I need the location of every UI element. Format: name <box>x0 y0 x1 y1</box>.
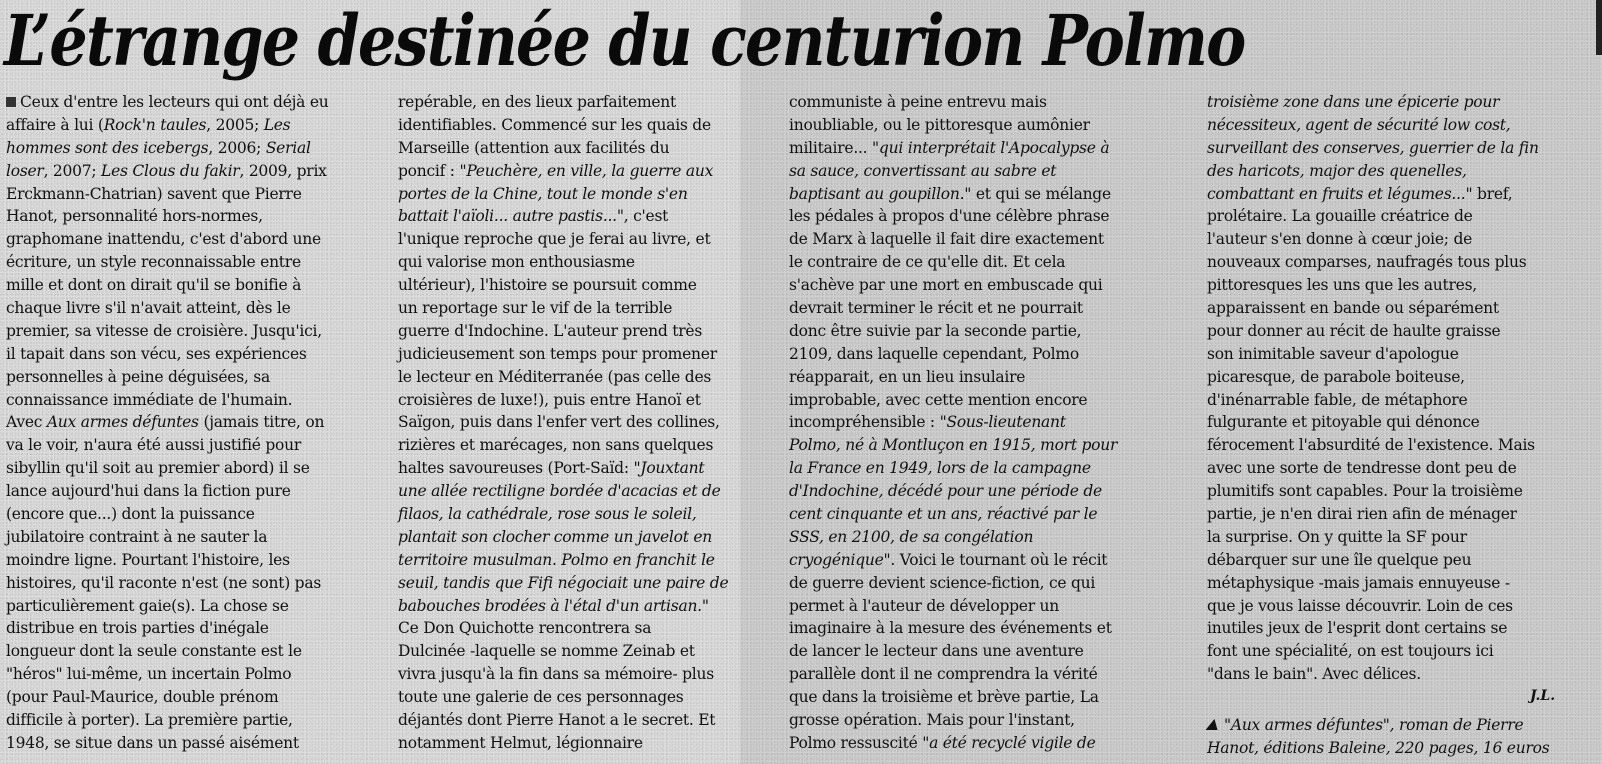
italic-text: Les <box>263 115 291 134</box>
text-line <box>398 251 728 274</box>
book-note-line-1: "Aux armes défuntes", roman de Pierre <box>1224 716 1524 734</box>
text-line <box>398 114 728 137</box>
text-run: sibyllin qu'il soit au premier abord) il se <box>6 459 310 478</box>
text-run: mille et dont on dirait qu'il se bonifie à <box>6 276 302 295</box>
text-line <box>398 617 728 640</box>
italic-text: cent cinquante et un ans, réactivé par le <box>789 505 1098 524</box>
italic-text: d'Indochine, décédé pour une période de <box>789 482 1102 501</box>
text-line <box>789 343 1117 366</box>
text-run: apparaissent en bande ou séparément <box>1207 299 1499 318</box>
text-run: que je vous laisse découvrir. Loin de ces <box>1207 596 1513 615</box>
text-line <box>789 595 1117 618</box>
text-line <box>6 709 329 732</box>
italic-text: qui interprétait l'Apocalypse à <box>878 138 1110 157</box>
text-line <box>1207 183 1539 206</box>
italic-text: des haricots, major des quenelles, <box>1207 161 1467 180</box>
text-run: Dulcinée -laquelle se nomme Zeinab et <box>398 642 695 661</box>
text-line <box>789 526 1117 549</box>
text-line <box>1207 595 1539 618</box>
text-run: Marseille (attention aux facilités du <box>398 138 670 157</box>
text-line <box>6 389 329 412</box>
text-line <box>6 320 329 343</box>
text-run: plumitifs sont capables. Pour la troisième <box>1207 482 1523 501</box>
text-run: les pédales à propos d'une célèbre phrase <box>789 207 1110 226</box>
text-line <box>398 480 728 503</box>
text-line <box>398 91 728 114</box>
italic-text: portes de la Chine, tout le monde s'en <box>398 184 688 203</box>
article-headline: L’étrange destinée du centurion Polmo <box>4 0 1245 82</box>
text-line <box>398 640 728 663</box>
text-line <box>1207 160 1539 183</box>
text-line <box>398 228 728 251</box>
text-line <box>789 205 1117 228</box>
italic-text: Sous-lieutenant <box>946 413 1066 432</box>
text-run: (pour Paul-Maurice, double prénom <box>6 688 279 707</box>
text-run: nouveaux comparses, naufragés tous plus <box>1207 253 1527 272</box>
text-line <box>398 366 728 389</box>
article-column-4 <box>1207 91 1539 686</box>
text-run: difficile à porter). La première partie, <box>6 711 293 730</box>
text-line <box>6 640 329 663</box>
text-run: débarquer sur une île quelque peu <box>1207 550 1472 569</box>
text-line <box>789 160 1117 183</box>
text-run: prolétaire. La gouaille créatrice de <box>1207 207 1473 226</box>
italic-text: sa sauce, convertissant au sabre et <box>789 161 1057 180</box>
text-line <box>6 114 329 137</box>
italic-text: territoire musulman. Polmo en franchit le <box>398 550 715 569</box>
text-run: toute une galerie de ces personnages <box>398 688 684 707</box>
text-line <box>398 297 728 320</box>
article-column-2 <box>398 91 728 755</box>
text-run: l'unique reproche que je ferai au livre, et <box>398 230 711 249</box>
italic-text: la France en 1949, lors de la campagne <box>789 459 1091 478</box>
author-signature: J.L. <box>1530 688 1556 704</box>
text-line <box>6 297 329 320</box>
text-run: " et qui se mélange <box>964 184 1111 203</box>
text-run: permet à l'auteur de développer un <box>789 596 1060 615</box>
text-run: "héros" lui-même, un incertain Polmo <box>6 665 292 684</box>
text-line <box>1207 663 1539 686</box>
text-run: picaresque, de parabole boiteuse, <box>1207 367 1465 386</box>
text-run: s'achève par une mort en embuscade qui <box>789 276 1103 295</box>
text-line <box>6 91 329 114</box>
text-line <box>398 274 728 297</box>
article-column-1 <box>6 91 329 755</box>
text-run: partie, je n'en dirai rien afin de ménager <box>1207 505 1517 524</box>
text-run: , 2007; <box>43 161 102 180</box>
text-run: ". Voici le tournant où le récit <box>883 550 1108 569</box>
text-line <box>789 686 1117 709</box>
italic-text: Les Clous du fakir <box>101 161 240 180</box>
text-line <box>1207 480 1539 503</box>
text-line <box>1207 457 1539 480</box>
triangle-bullet-icon <box>1206 719 1221 730</box>
text-line <box>1207 91 1539 114</box>
text-line <box>1207 503 1539 526</box>
text-line <box>398 503 728 526</box>
italic-text: combattant en fruits et légumes... <box>1207 184 1466 203</box>
text-line <box>789 617 1117 640</box>
text-line <box>6 686 329 709</box>
text-line <box>1207 434 1539 457</box>
text-line <box>6 457 329 480</box>
text-line <box>6 526 329 549</box>
page-edge-mark <box>1596 0 1602 55</box>
text-run: croisières de luxe!), puis entre Hanoï et <box>398 390 701 409</box>
text-run: 2109, dans laquelle cependant, Polmo <box>789 344 1079 363</box>
text-run: haltes savoureuses (Port-Saïd: " <box>398 459 641 478</box>
article-column-3 <box>789 91 1117 755</box>
italic-text: Jouxtant <box>640 459 705 478</box>
text-run: Hanot, personnalité hors-normes, <box>6 207 263 226</box>
text-line <box>398 526 728 549</box>
italic-text: baptisant au goupillon. <box>789 184 965 203</box>
text-run: judicieusement son temps pour promener <box>398 344 717 363</box>
italic-text: SSS, en 2100, de sa congélation <box>789 527 1034 546</box>
text-run: incompréhensible : " <box>789 413 947 432</box>
text-line <box>6 732 329 755</box>
text-line <box>1207 114 1539 137</box>
text-line <box>6 411 329 434</box>
italic-text: troisième zone dans une épicerie pour <box>1207 93 1500 111</box>
text-line <box>398 686 728 709</box>
text-run: affaire à lui ( <box>6 115 104 134</box>
text-line <box>398 709 728 732</box>
italic-text: plantait son clocher comme un javelot en <box>398 527 713 546</box>
text-line <box>789 274 1117 297</box>
text-run: l'auteur s'en donne à cœur joie; de <box>1207 230 1473 249</box>
text-run: son inimitable saveur d'apologue <box>1207 344 1459 363</box>
text-line <box>398 434 728 457</box>
text-line <box>789 183 1117 206</box>
text-line <box>398 457 728 480</box>
text-run: personnelles à peine déguisées, sa <box>6 367 270 386</box>
text-line <box>1207 137 1539 160</box>
text-run: pittoresques les uns que les autres, <box>1207 276 1477 295</box>
italic-text: a été recyclé vigile de <box>929 733 1096 752</box>
italic-text: babouches brodées à l'étal d'un artisan. <box>398 596 702 615</box>
italic-text: seuil, tandis que Fifi négociait une paire de <box>398 573 729 592</box>
text-line <box>6 366 329 389</box>
text-line <box>6 205 329 228</box>
text-line <box>1207 274 1539 297</box>
text-run: Erckmann-Chatrian) savent que Pierre <box>6 184 302 203</box>
text-run: notamment Helmut, légionnaire <box>398 733 643 752</box>
text-run: Polmo ressuscité " <box>789 733 930 752</box>
text-line <box>6 503 329 526</box>
text-line <box>789 251 1117 274</box>
text-line <box>1207 572 1539 595</box>
text-run: inutiles jeux de l'esprit dont certains se <box>1207 619 1508 638</box>
text-line <box>6 617 329 640</box>
italic-text: Serial <box>265 138 311 157</box>
text-run: Ce Don Quichotte rencontrera sa <box>398 619 652 638</box>
text-run: imaginaire à la mesure des événements et <box>789 619 1112 638</box>
text-line <box>398 663 728 686</box>
text-line <box>1207 366 1539 389</box>
text-run: " <box>701 596 709 615</box>
italic-text: surveillant des conserves, guerrier de la fin <box>1207 138 1539 157</box>
text-run: d'inénarrable fable, de métaphore <box>1207 390 1468 409</box>
italic-text: Polmo, né à Montluçon en 1915, mort pour <box>789 436 1118 455</box>
text-run: distribue en trois parties d'inégale <box>6 619 269 638</box>
text-line <box>398 411 728 434</box>
text-line <box>789 549 1117 572</box>
text-line <box>1207 617 1539 640</box>
text-run: ", c'est <box>616 207 669 226</box>
text-line <box>789 297 1117 320</box>
text-run: 1948, se situe dans un passé aisément <box>6 733 299 752</box>
italic-text: battait l'aïoli... autre pastis... <box>398 207 617 226</box>
text-line <box>398 205 728 228</box>
text-line <box>398 137 728 160</box>
italic-text: cryogénique <box>789 550 884 569</box>
text-line <box>398 183 728 206</box>
text-run: poncif : " <box>398 161 467 180</box>
text-run: , 2005; <box>206 115 264 134</box>
text-run: connaissance immédiate de l'humain. <box>6 390 293 409</box>
text-line <box>6 228 329 251</box>
text-line <box>6 663 329 686</box>
italic-text: loser <box>6 161 44 180</box>
text-line <box>789 320 1117 343</box>
book-reference-note <box>1207 714 1549 760</box>
text-line <box>1207 640 1539 663</box>
text-run: identifiables. Commencé sur les quais de <box>398 115 711 134</box>
text-line <box>6 572 329 595</box>
text-line <box>1207 526 1539 549</box>
text-line <box>6 480 329 503</box>
text-line <box>398 160 728 183</box>
italic-text: nécessiteux, agent de sécurité low cost, <box>1207 115 1511 134</box>
text-run: il tapait dans son vécu, ses expériences <box>6 344 307 363</box>
text-line <box>1207 228 1539 251</box>
text-run: devrait terminer le récit et ne pourrait <box>789 299 1083 318</box>
text-line <box>398 320 728 343</box>
text-line <box>6 274 329 297</box>
text-run: longueur dont la seule constante est le <box>6 642 302 661</box>
text-line <box>789 389 1117 412</box>
text-run: férocement l'absurdité de l'existence. Mais <box>1207 436 1535 455</box>
text-run: , 2006; <box>208 138 266 157</box>
text-run: moindre ligne. Pourtant l'histoire, les <box>6 550 290 569</box>
text-line <box>1207 389 1539 412</box>
text-line <box>6 434 329 457</box>
text-run: de lancer le lecteur dans une aventure <box>789 642 1084 661</box>
text-line <box>6 160 329 183</box>
text-run: donc être suivie par la seconde partie, <box>789 321 1082 340</box>
text-line <box>1207 251 1539 274</box>
text-run: ultérieur), l'histoire se poursuit comme <box>398 276 697 295</box>
text-run: jubilatoire contraint à ne sauter la <box>6 527 268 546</box>
text-run: militaire... " <box>789 138 879 157</box>
text-line <box>789 434 1117 457</box>
text-run: qui valorise mon enthousiasme <box>398 253 635 272</box>
text-line <box>1207 320 1539 343</box>
text-run: " bref, <box>1465 184 1513 203</box>
text-run: communiste à peine entrevu mais <box>789 93 1047 111</box>
text-line <box>789 572 1117 595</box>
text-line <box>6 595 329 618</box>
text-run: font une spécialité, on est toujours ici <box>1207 642 1494 661</box>
text-run: de Marx à laquelle il fait dire exactement <box>789 230 1104 249</box>
text-line <box>789 663 1117 686</box>
text-run: pour donner au récit de haulte graisse <box>1207 321 1501 340</box>
text-run: réapparait, en un lieu insulaire <box>789 367 1026 386</box>
text-run: Saïgon, puis dans l'enfer vert des collines, <box>398 413 720 432</box>
text-run: premier, sa vitesse de croisière. Jusqu'ici, <box>6 321 322 340</box>
text-line <box>1207 343 1539 366</box>
text-run: grosse opération. Mais pour l'instant, <box>789 711 1075 730</box>
italic-text: filaos, la cathédrale, rose sous le soleil, <box>398 505 697 524</box>
text-line <box>1207 411 1539 434</box>
book-note-line-2: Hanot, éditions Baleine, 220 pages, 16 euros <box>1207 738 1550 757</box>
text-run: Avec <box>6 413 47 432</box>
text-line <box>6 251 329 274</box>
text-line <box>6 549 329 572</box>
text-line <box>789 503 1117 526</box>
text-run: Ceux d'entre les lecteurs qui ont déjà eu <box>20 93 329 111</box>
text-run: histoires, qu'il raconte n'est (ne sont) pas <box>6 573 322 592</box>
italic-text: hommes sont des icebergs <box>6 138 209 157</box>
text-line <box>789 709 1117 732</box>
text-run: déjantés dont Pierre Hanot a le secret. Et <box>398 711 716 730</box>
text-line <box>789 640 1117 663</box>
text-line <box>6 183 329 206</box>
text-line <box>398 732 728 755</box>
text-line <box>789 732 1117 755</box>
text-run: repérable, en des lieux parfaitement <box>398 93 677 111</box>
text-run: inoubliable, ou le pittoresque aumônier <box>789 115 1090 134</box>
text-run: particulièrement gaie(s). La chose se <box>6 596 289 615</box>
text-line <box>789 457 1117 480</box>
text-line <box>398 572 728 595</box>
text-run: "dans le bain". Avec délices. <box>1207 665 1421 684</box>
text-line <box>789 228 1117 251</box>
text-run: parallèle dont il ne comprendra la vérité <box>789 665 1098 684</box>
text-line <box>6 137 329 160</box>
text-run: avec une sorte de tendresse dont peu de <box>1207 459 1517 478</box>
italic-text: Peuchère, en ville, la guerre aux <box>466 161 714 180</box>
text-run: le lecteur en Méditerranée (pas celle des <box>398 367 712 386</box>
text-line <box>1207 297 1539 320</box>
text-run: , 2009, prix <box>239 161 327 180</box>
text-run: vivra jusqu'à la fin dans sa mémoire- plus <box>398 665 714 684</box>
text-line <box>398 549 728 572</box>
text-run: graphomane inattendu, c'est d'abord une <box>6 230 321 249</box>
italic-text: Rock'n taules <box>103 115 207 134</box>
text-run: le contraire de ce qu'elle dit. Et cela <box>789 253 1066 272</box>
text-run: (encore que...) dont la puissance <box>6 505 255 524</box>
text-run: que dans la troisième et brève partie, La <box>789 688 1099 707</box>
text-run: métaphysique -mais jamais ennuyeuse - <box>1207 573 1510 592</box>
text-line <box>789 137 1117 160</box>
text-run: un reportage sur le vif de la terrible <box>398 299 673 318</box>
text-run: improbable, avec cette mention encore <box>789 390 1088 409</box>
text-run: rizières et marécages, non sans quelques <box>398 436 714 455</box>
text-run: va le voir, n'aura été aussi justifié pour <box>6 436 302 455</box>
text-line <box>1207 205 1539 228</box>
text-line <box>398 595 728 618</box>
italic-text: une allée rectiligne bordée d'acacias et de <box>398 482 721 501</box>
text-run: écriture, un style reconnaissable entre <box>6 253 301 272</box>
square-bullet-icon <box>6 97 16 107</box>
text-line <box>398 389 728 412</box>
text-line <box>789 411 1117 434</box>
text-run: chaque livre s'il n'avait atteint, dès le <box>6 299 291 318</box>
text-line <box>6 343 329 366</box>
text-run: lance aujourd'hui dans la fiction pure <box>6 482 291 501</box>
text-run: la surprise. On y quitte la SF pour <box>1207 527 1467 546</box>
text-run: guerre d'Indochine. L'auteur prend très <box>398 321 703 340</box>
text-line <box>789 480 1117 503</box>
text-line <box>398 343 728 366</box>
text-run: de guerre devient science-fiction, ce qui <box>789 573 1096 592</box>
italic-text: Aux armes défuntes <box>46 413 199 432</box>
text-run: (jamais titre, on <box>198 413 325 432</box>
text-line <box>1207 549 1539 572</box>
text-line <box>789 114 1117 137</box>
text-line <box>789 366 1117 389</box>
text-run: fulgurante et pitoyable qui dénonce <box>1207 413 1480 432</box>
text-line <box>789 91 1117 114</box>
